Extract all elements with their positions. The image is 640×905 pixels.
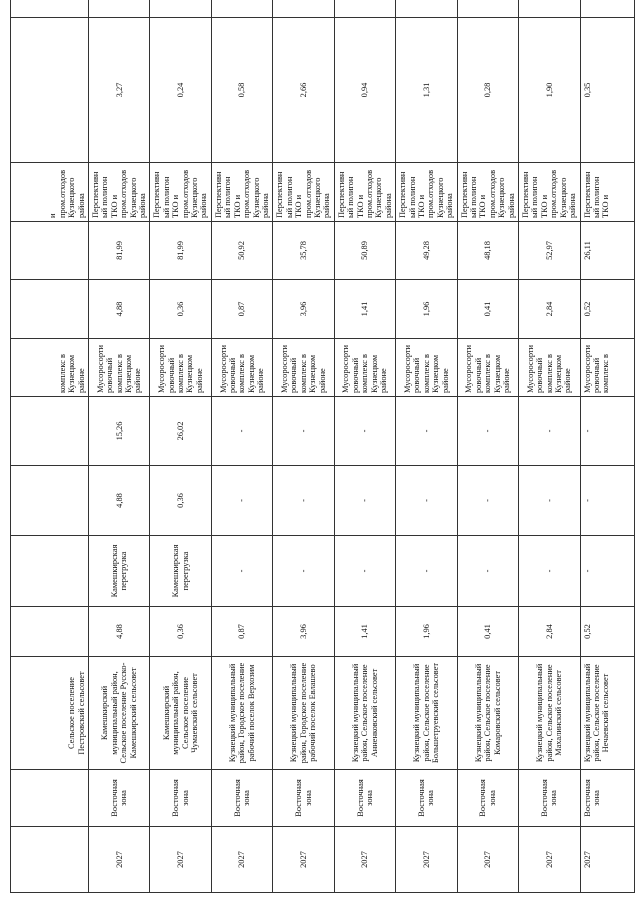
sorting-facility-cell-text: Мусоросортировочный комплекс в Кузнецком районе (464, 344, 511, 393)
year-cell-text: 2027 (582, 851, 592, 868)
volume-cell (519, 607, 580, 657)
settlement-cell (11, 657, 89, 770)
facility-volume-cell-text: 0,52 (582, 301, 592, 317)
transfer-volume-cell-text: - (483, 499, 493, 502)
landfill-volume-cell (150, 18, 211, 163)
final-volume-cell (334, 0, 395, 18)
table-row (396, 0, 457, 893)
facility-volume-cell-text: 1,41 (360, 301, 370, 317)
sorting-facility-cell-text: Мусоросортировочный комплекс в Кузнецком районе (280, 344, 327, 393)
sorting-facility-cell-text: Мусоросортировочный комплекс в Кузнецком районе (525, 344, 573, 393)
sorting-facility-cell-text: Мусоросортировочный комплекс в Кузнецком районе (341, 344, 389, 393)
final-volume-cell-text (176, 0, 185, 14)
year-cell-text: 2027 (237, 851, 247, 868)
transfer-volume-cell-text: - (298, 499, 308, 502)
transfer-total-cell-text: 15,26 (114, 421, 124, 441)
percent-cell (89, 222, 150, 280)
transfer-station-cell-text: - (544, 569, 554, 573)
settlement-cell-text: Кузнецкий муниципальный район, Сельское поселение Комаровский сельсовет (473, 663, 502, 763)
waste-flow-table (10, 0, 635, 893)
sorting-facility-cell (211, 339, 272, 397)
zone-cell (89, 770, 150, 827)
final-volume-cell (150, 0, 211, 18)
zone-cell (457, 770, 518, 827)
transfer-total-cell-text: - (298, 429, 308, 433)
landfill-cell-text: Перспективный полигон ТКО и пром.отходов Кузнецкого района (91, 169, 148, 218)
year-cell-text: 2027 (298, 851, 308, 868)
transfer-volume-cell (89, 466, 150, 536)
zone-cell-text: Восточная зона (539, 779, 559, 817)
table-row (580, 0, 634, 893)
volume-cell-text: 3,96 (298, 624, 308, 639)
landfill-volume-cell (580, 18, 634, 163)
volume-cell-text: 0,87 (237, 624, 247, 639)
percent-cell (211, 222, 272, 280)
landfill-cell-text: Перспективный полигон ТКО и пром.отходов Кузнецкого района (336, 169, 393, 218)
table-row (273, 0, 334, 893)
facility-volume-cell (519, 280, 580, 339)
landfill-cell-text: Перспективный полигон ТКО и пром.отходов Кузнецкого района (152, 169, 209, 218)
landfill-volume-cell (519, 18, 580, 163)
transfer-volume-cell-text: - (237, 499, 247, 502)
landfill-volume-cell-text: 0,94 (360, 82, 370, 98)
landfill-cell-text: Перспективный полигон ТКО и (582, 171, 611, 218)
sorting-facility-cell (334, 339, 395, 397)
year-cell (150, 827, 211, 893)
table-row (150, 0, 211, 893)
table-row (11, 0, 89, 893)
volume-cell (396, 607, 457, 657)
final-volume-cell-text (483, 0, 492, 14)
zone-cell (211, 770, 272, 827)
transfer-total-cell-text: - (544, 429, 554, 433)
landfill-cell (396, 163, 457, 222)
landfill-volume-cell-text: 0,35 (582, 82, 592, 98)
volume-cell (11, 607, 89, 657)
transfer-total-cell (11, 397, 89, 466)
zone-cell-text: Восточная зона (232, 779, 252, 817)
settlement-cell (457, 657, 518, 770)
settlement-cell (89, 657, 150, 770)
landfill-cell (211, 163, 272, 222)
transfer-station-cell-text: - (237, 569, 247, 573)
final-volume-cell (211, 0, 272, 18)
settlement-cell-text: Кузнецкий муниципальный район, Сельское поселение Большетруевский сельсовет (412, 662, 441, 764)
volume-cell (273, 607, 334, 657)
percent-cell-text: 48,18 (483, 241, 493, 260)
settlement-cell-text: Кузнецкий муниципальный район, Сельское поселение Анненковский сельсовет (350, 663, 379, 763)
landfill-volume-cell-text: 3,27 (114, 82, 124, 98)
landfill-volume-cell (11, 18, 89, 163)
volume-cell-text: 0,52 (582, 624, 592, 639)
volume-cell (150, 607, 211, 657)
zone-cell-text: Восточная зона (294, 779, 313, 817)
facility-volume-cell (150, 280, 211, 339)
percent-cell-text: 35,78 (298, 241, 308, 260)
landfill-cell (89, 163, 150, 222)
final-volume-cell (519, 0, 580, 18)
transfer-volume-cell (519, 466, 580, 536)
facility-volume-cell (89, 280, 150, 339)
transfer-total-cell-text: 26,02 (175, 421, 185, 441)
transfer-total-cell (457, 397, 518, 466)
table-row (89, 0, 150, 893)
transfer-volume-cell-text: 0,36 (175, 493, 185, 508)
transfer-station-cell (334, 536, 395, 607)
final-volume-cell-text (299, 0, 308, 14)
volume-cell-text: 0,41 (483, 624, 493, 639)
volume-cell-text: 4,88 (114, 624, 124, 639)
sorting-facility-cell (457, 339, 518, 397)
settlement-cell (334, 657, 395, 770)
percent-cell (334, 222, 395, 280)
zone-cell-text: Восточная зона (355, 779, 374, 817)
volume-cell (89, 607, 150, 657)
landfill-cell-text: Перспективный полигон ТКО и пром.отходов Кузнецкого района (521, 169, 578, 218)
final-volume-cell (11, 0, 89, 18)
year-cell-text: 2027 (544, 851, 554, 868)
volume-cell (457, 607, 518, 657)
zone-cell (580, 770, 634, 827)
facility-volume-cell-text: 0,36 (175, 301, 185, 317)
zone-cell-text: Восточная зона (171, 779, 190, 817)
landfill-volume-cell-text: 1,31 (421, 82, 431, 98)
final-volume-cell-text (360, 0, 369, 14)
settlement-cell-text: Кузнецкий муниципальный район, Городское поселение рабочий поселок Верхозим (227, 662, 256, 764)
transfer-volume-cell (580, 466, 634, 536)
landfill-volume-cell-text: 0,24 (175, 82, 185, 98)
transfer-station-cell (396, 536, 457, 607)
transfer-volume-cell-text: - (544, 499, 554, 502)
transfer-station-cell-text: - (483, 569, 493, 573)
transfer-station-cell (457, 536, 518, 607)
year-cell (89, 827, 150, 893)
facility-volume-cell (11, 280, 89, 339)
percent-cell-text: 50,89 (360, 241, 370, 260)
zone-cell-text: Восточная зона (582, 779, 601, 817)
rotated-page (10, 8, 622, 893)
percent-cell-text: 52,97 (544, 241, 554, 260)
sorting-facility-cell (519, 339, 580, 397)
transfer-total-cell (519, 397, 580, 466)
landfill-volume-cell (211, 18, 272, 163)
transfer-total-cell (580, 397, 634, 466)
zone-cell (519, 770, 580, 827)
transfer-station-cell (580, 536, 634, 607)
transfer-station-cell-text: Камешкирская перегрузка (171, 544, 190, 598)
landfill-cell-text: Перспективный полигон ТКО и пром.отходов Кузнецкого района (398, 169, 455, 218)
zone-cell (273, 770, 334, 827)
final-volume-cell-text (237, 0, 246, 14)
settlement-cell-text: Камешкирский муниципальный район, Сельское поселение Русско-Камешкирский сельсовет (100, 662, 138, 764)
percent-cell-text: 50,92 (237, 241, 247, 260)
sorting-facility-cell-text: Мусоросортировочный комплекс в (582, 344, 611, 393)
facility-volume-cell-text: 0,87 (237, 301, 247, 317)
transfer-total-cell (150, 397, 211, 466)
facility-volume-cell-text: 3,96 (298, 301, 308, 317)
settlement-cell-text: Кузнецкий муниципальный район, Сельское поселение Нечаевский сельсовет (582, 663, 611, 763)
volume-cell-text: 1,96 (421, 624, 431, 639)
settlement-cell (211, 657, 272, 770)
facility-volume-cell (273, 280, 334, 339)
transfer-volume-cell (396, 466, 457, 536)
transfer-total-cell-text: - (582, 429, 592, 433)
transfer-total-cell (89, 397, 150, 466)
zone-cell-text: Восточная зона (417, 779, 436, 817)
zone-cell-text: Восточная зона (478, 779, 497, 817)
year-cell (580, 827, 634, 893)
landfill-cell (580, 163, 634, 222)
sorting-facility-cell-text: комплекс в Кузнецком районе (57, 354, 86, 393)
volume-cell (211, 607, 272, 657)
percent-cell (396, 222, 457, 280)
transfer-station-cell (11, 536, 89, 607)
transfer-volume-cell (334, 466, 395, 536)
final-volume-cell (273, 0, 334, 18)
percent-cell-text: 49,28 (421, 241, 431, 260)
final-volume-cell-text (583, 0, 592, 14)
landfill-cell-text: Перспективный полигон ТКО и пром.отходов Кузнецкого района (213, 169, 270, 218)
transfer-station-cell-text: - (298, 569, 308, 573)
transfer-total-cell (334, 397, 395, 466)
facility-volume-cell (457, 280, 518, 339)
transfer-volume-cell (150, 466, 211, 536)
transfer-volume-cell-text: - (421, 499, 431, 502)
transfer-volume-cell (273, 466, 334, 536)
landfill-volume-cell-text: 0,58 (237, 82, 247, 98)
volume-cell-text: 2,84 (544, 624, 554, 639)
year-cell (457, 827, 518, 893)
transfer-station-cell (211, 536, 272, 607)
landfill-cell-text: и пром.отходов Кузнецкого района (48, 169, 86, 218)
sorting-facility-cell-text: Мусоросортировочный комплекс в Кузнецком районе (157, 344, 204, 393)
transfer-total-cell-text: - (360, 429, 370, 433)
settlement-cell-text: Сельское поселение Пестровский сельсовет (67, 671, 86, 755)
transfer-volume-cell-text: 4,88 (114, 493, 124, 508)
year-cell (519, 827, 580, 893)
landfill-volume-cell-text: 2,66 (298, 82, 308, 98)
percent-cell-text: 81,99 (175, 241, 185, 260)
table-row (211, 0, 272, 893)
facility-volume-cell (580, 280, 634, 339)
final-volume-cell (89, 0, 150, 18)
landfill-volume-cell (457, 18, 518, 163)
facility-volume-cell-text: 1,96 (421, 301, 431, 317)
volume-cell (334, 607, 395, 657)
landfill-cell (11, 163, 89, 222)
sorting-facility-cell (396, 339, 457, 397)
transfer-volume-cell-text: - (360, 499, 370, 502)
landfill-cell (457, 163, 518, 222)
volume-cell-text: 1,41 (360, 624, 370, 639)
year-cell (211, 827, 272, 893)
landfill-cell-text: Перспективный полигон ТКО и пром.отходов Кузнецкого района (459, 169, 516, 218)
settlement-cell-text: Кузнецкий муниципальный район, Городское поселение рабочий поселок Евлашево (289, 662, 318, 764)
transfer-volume-cell (211, 466, 272, 536)
sorting-facility-cell-text: Мусоросортировочный комплекс в Кузнецком районе (95, 344, 143, 393)
zone-cell-text: Восточная зона (109, 779, 129, 817)
settlement-cell (273, 657, 334, 770)
year-cell (396, 827, 457, 893)
sorting-facility-cell (89, 339, 150, 397)
landfill-cell (334, 163, 395, 222)
facility-volume-cell (211, 280, 272, 339)
final-volume-cell-text (115, 0, 124, 14)
landfill-volume-cell-text: 0,28 (483, 82, 493, 98)
final-volume-cell-text (545, 0, 554, 14)
transfer-volume-cell-text: - (582, 499, 592, 502)
landfill-volume-cell (334, 18, 395, 163)
year-cell-text: 2027 (114, 851, 124, 868)
year-cell (11, 827, 89, 893)
landfill-volume-cell-text: 1,90 (544, 82, 554, 98)
final-volume-cell (457, 0, 518, 18)
year-cell-text: 2027 (483, 851, 493, 868)
year-cell-text: 2027 (421, 851, 431, 868)
zone-cell (11, 770, 89, 827)
transfer-total-cell (211, 397, 272, 466)
zone-cell (334, 770, 395, 827)
table-row (457, 0, 518, 893)
final-volume-cell-text (422, 0, 431, 14)
landfill-cell (273, 163, 334, 222)
year-cell-text: 2027 (360, 851, 370, 868)
percent-cell (457, 222, 518, 280)
transfer-volume-cell (11, 466, 89, 536)
settlement-cell (580, 657, 634, 770)
transfer-total-cell-text: - (483, 429, 493, 433)
transfer-station-cell (519, 536, 580, 607)
year-cell (334, 827, 395, 893)
year-cell (273, 827, 334, 893)
transfer-total-cell-text: - (421, 429, 431, 433)
final-volume-cell (396, 0, 457, 18)
transfer-station-cell (273, 536, 334, 607)
landfill-volume-cell (273, 18, 334, 163)
sorting-facility-cell-text: Мусоросортировочный комплекс в Кузнецком районе (218, 344, 266, 393)
landfill-cell (150, 163, 211, 222)
zone-cell (150, 770, 211, 827)
table-row (519, 0, 580, 893)
settlement-cell-text: Камешкирский муниципальный район, Сельское поселение Чумаевский сельсовет (161, 671, 200, 755)
transfer-station-cell (89, 536, 150, 607)
percent-cell (580, 222, 634, 280)
facility-volume-cell-text: 2,84 (544, 301, 554, 317)
transfer-station-cell-text: Камешкирская перегрузка (109, 544, 129, 598)
landfill-cell-text: Перспективный полигон ТКО и пром.отходов Кузнецкого района (275, 169, 332, 218)
sorting-facility-cell (150, 339, 211, 397)
percent-cell (150, 222, 211, 280)
sorting-facility-cell (273, 339, 334, 397)
settlement-cell-text: Кузнецкий муниципальный район, Сельское поселение Махалинский сельсовет (535, 663, 563, 763)
transfer-station-cell (150, 536, 211, 607)
transfer-total-cell-text: - (237, 429, 247, 433)
settlement-cell (150, 657, 211, 770)
year-cell-text: 2027 (175, 851, 185, 868)
percent-cell-text: 81,99 (114, 241, 124, 260)
percent-cell (273, 222, 334, 280)
zone-cell (396, 770, 457, 827)
final-volume-cell (580, 0, 634, 18)
sorting-facility-cell (11, 339, 89, 397)
landfill-cell (519, 163, 580, 222)
landfill-volume-cell (89, 18, 150, 163)
facility-volume-cell-text: 4,88 (114, 301, 124, 317)
settlement-cell (519, 657, 580, 770)
transfer-volume-cell (457, 466, 518, 536)
percent-cell (519, 222, 580, 280)
settlement-cell (396, 657, 457, 770)
volume-cell (580, 607, 634, 657)
percent-cell (11, 222, 89, 280)
transfer-station-cell-text: - (582, 569, 592, 573)
transfer-total-cell (273, 397, 334, 466)
facility-volume-cell-text: 0,41 (483, 301, 493, 317)
sorting-facility-cell (580, 339, 634, 397)
table-row (334, 0, 395, 893)
percent-cell-text: 26,11 (582, 241, 592, 260)
transfer-station-cell-text: - (360, 569, 370, 573)
facility-volume-cell (334, 280, 395, 339)
transfer-total-cell (396, 397, 457, 466)
sorting-facility-cell-text: Мусоросортировочный комплекс в Кузнецком районе (402, 344, 450, 393)
transfer-station-cell-text: - (421, 569, 431, 573)
volume-cell-text: 0,36 (175, 624, 185, 639)
landfill-volume-cell (396, 18, 457, 163)
facility-volume-cell (396, 280, 457, 339)
